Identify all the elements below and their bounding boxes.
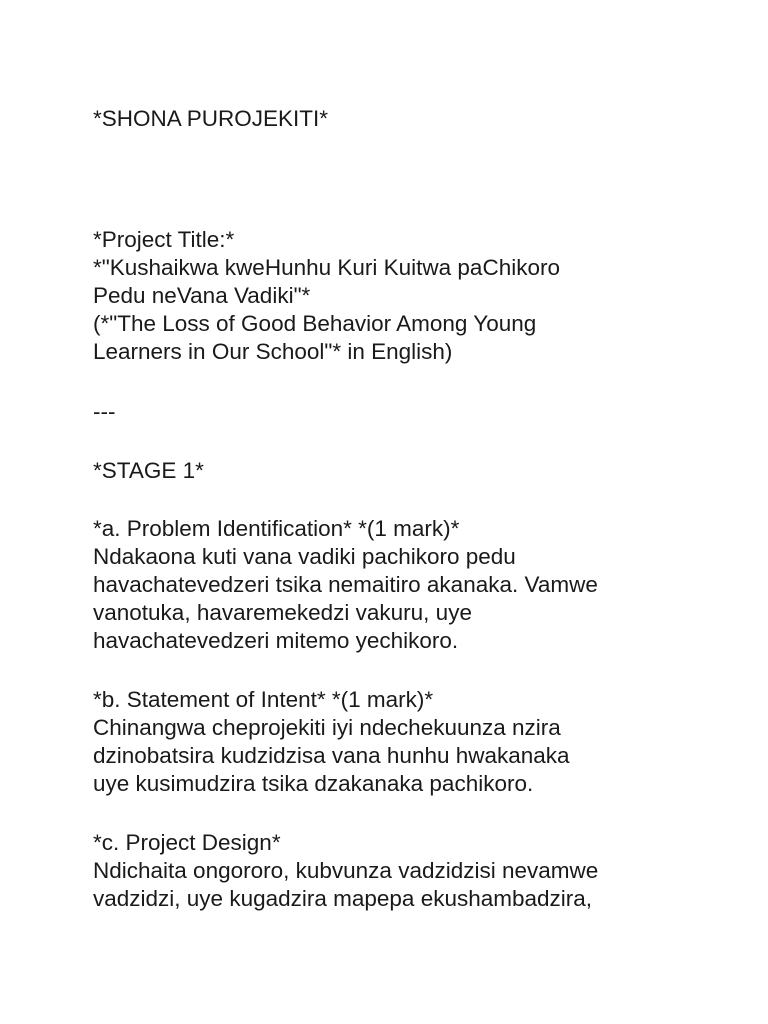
section-c-heading: *c. Project Design*: [93, 830, 281, 855]
section-a-line: vanotuka, havaremekedzi vakuru, uye: [93, 600, 472, 625]
section-b-line: Chinangwa cheprojekiti iyi ndechekuunza nzira: [93, 715, 561, 740]
project-title-label: *Project Title:*: [93, 227, 235, 252]
section-a-line: Ndakaona kuti vana vadiki pachikoro pedu: [93, 544, 516, 569]
section-a-line: havachatevedzeri mitemo yechikoro.: [93, 628, 459, 653]
section-c-line: Ndichaita ongororo, kubvunza vadzidzisi nevamwe: [93, 858, 599, 883]
section-b-heading: *b. Statement of Intent* *(1 mark)*: [93, 687, 434, 712]
section-separator: ---: [93, 399, 116, 424]
section-c-line: vadzidzi, uye kugadzira mapepa ekushambadzira,: [93, 886, 593, 911]
project-title-shona-line-2: Pedu neVana Vadiki"*: [93, 283, 311, 308]
section-a-line: havachatevedzeri tsika nemaitiro akanaka. Vamwe: [93, 572, 598, 597]
project-title-english-line-1: (*"The Loss of Good Behavior Among Young: [93, 311, 537, 336]
section-b-line: dzinobatsira kudzidzisa vana hunhu hwakanaka: [93, 743, 570, 768]
project-title-english-line-2: Learners in Our School"* in English): [93, 339, 453, 364]
section-b-line: uye kusimudzira tsika dzakanaka pachikoro.: [93, 771, 534, 796]
section-a-heading: *a. Problem Identification* *(1 mark)*: [93, 516, 460, 541]
stage-heading: *STAGE 1*: [93, 458, 204, 483]
project-title-shona-line-1: *"Kushaikwa kweHunhu Kuri Kuitwa paChikoro: [93, 255, 560, 280]
document-heading: *SHONA PUROJEKITI*: [93, 106, 329, 131]
